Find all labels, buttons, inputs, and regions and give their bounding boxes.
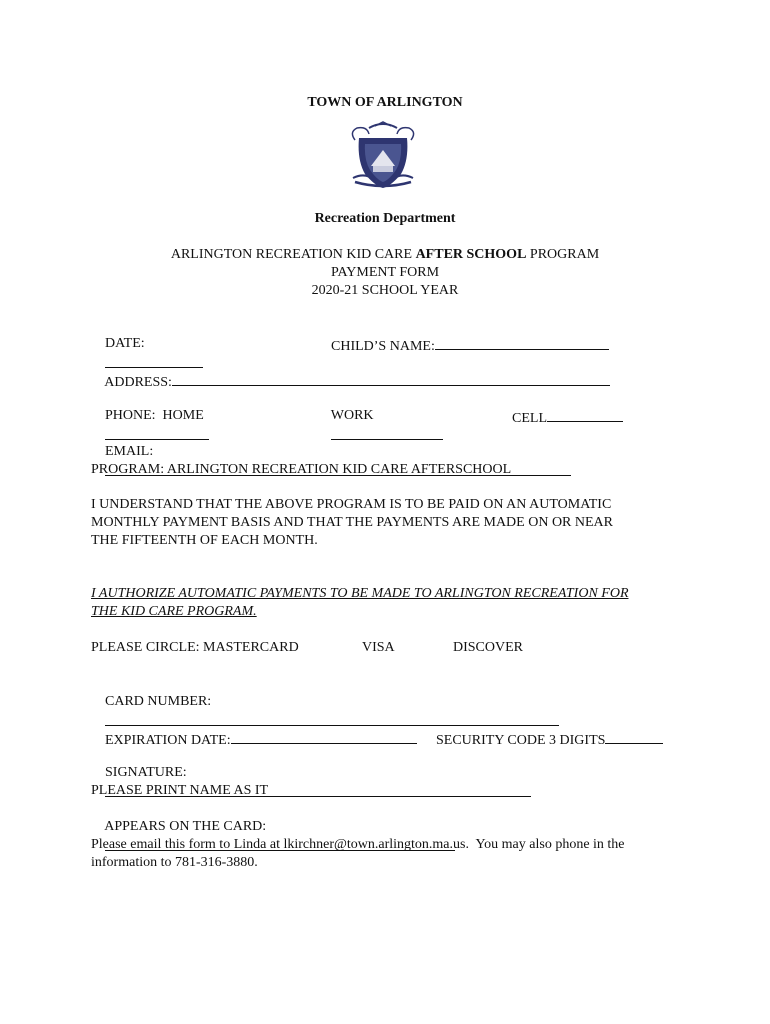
town-seal-icon bbox=[345, 120, 421, 190]
program-title bbox=[0, 246, 770, 264]
program-title-pre: ARLINGTON RECREATION KID CARE bbox=[170, 247, 416, 262]
program-title-post: PROGRAM bbox=[526, 247, 600, 262]
address-field[interactable] bbox=[172, 371, 610, 386]
child-name-field[interactable] bbox=[435, 335, 609, 350]
program-title-bold: AFTER SCHOOL bbox=[415, 247, 527, 262]
phone-home-label: PHONE: HOME bbox=[105, 408, 204, 423]
card-number-label: CARD NUMBER: bbox=[105, 694, 212, 709]
security-code-label: SECURITY CODE 3 DIGITS bbox=[436, 733, 606, 748]
print-name-label: APPEARS ON THE CARD: bbox=[104, 819, 267, 834]
understand-line-1: I UNDERSTAND THAT THE ABOVE PROGRAM IS TO BE PAID ON AN AUTOMATIC bbox=[91, 497, 612, 512]
footer-line-1: Please email this form to Linda at lkirchner@town.arlington.ma.us. You may also phone in the bbox=[91, 837, 625, 852]
child-name-label: CHILD’S NAME: bbox=[331, 339, 435, 354]
signature-label: SIGNATURE: bbox=[105, 765, 187, 780]
footer-line-2: information to 781-316-3880. bbox=[91, 855, 258, 870]
address-label: ADDRESS: bbox=[104, 375, 172, 390]
school-year: 2020-21 SCHOOL YEAR bbox=[311, 283, 459, 298]
card-type-visa[interactable]: VISA bbox=[362, 640, 395, 655]
email-label: EMAIL: bbox=[105, 444, 154, 459]
card-type-label: PLEASE CIRCLE: MASTERCARD bbox=[91, 640, 299, 655]
phone-cell-field[interactable] bbox=[547, 407, 623, 422]
understand-line-2: MONTHLY PAYMENT BASIS AND THAT THE PAYMENTS ARE MADE ON OR NEAR bbox=[91, 515, 613, 530]
authorize-line-2: THE KID CARE PROGRAM. bbox=[91, 604, 257, 619]
understand-line-3: THE FIFTEENTH OF EACH MONTH. bbox=[91, 533, 318, 548]
department-title: Recreation Department bbox=[314, 211, 456, 226]
expiration-label: EXPIRATION DATE: bbox=[105, 733, 231, 748]
authorize-line-1: I AUTHORIZE AUTOMATIC PAYMENTS TO BE MADE TO ARLINGTON RECREATION FOR bbox=[91, 586, 629, 601]
security-code-field[interactable] bbox=[605, 729, 663, 744]
print-name-line-1: PLEASE PRINT NAME AS IT bbox=[91, 783, 269, 798]
program-line: PROGRAM: ARLINGTON RECREATION KID CARE AFTERSCHOOL bbox=[91, 462, 512, 477]
form-name: PAYMENT FORM bbox=[330, 265, 440, 280]
phone-work-label: WORK bbox=[330, 408, 374, 423]
expiration-field[interactable] bbox=[231, 729, 417, 744]
town-title: TOWN OF ARLINGTON bbox=[307, 95, 463, 110]
card-type-discover[interactable]: DISCOVER bbox=[453, 640, 524, 655]
date-label: DATE: bbox=[105, 336, 145, 351]
phone-cell-label: CELL bbox=[512, 411, 547, 426]
